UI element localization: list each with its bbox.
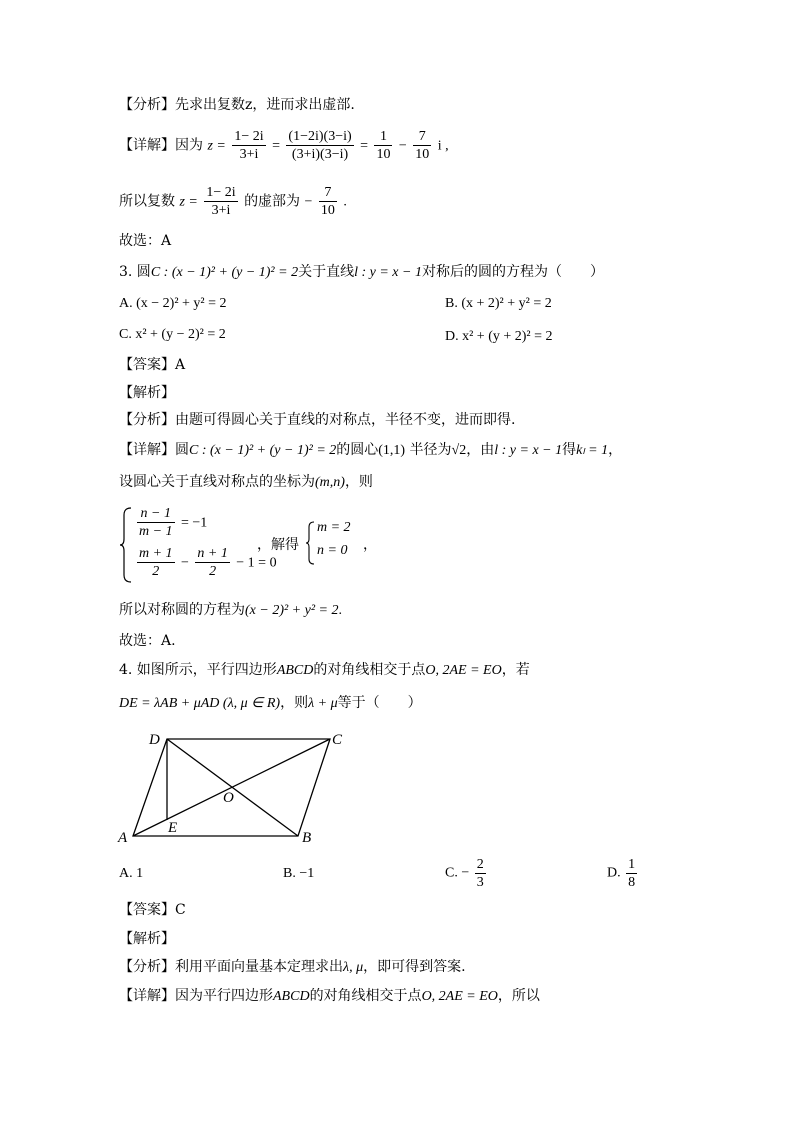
q4-option-b: B. −1 (283, 866, 315, 881)
q3-option-c: C. x² + (y − 2)² = 2 (119, 327, 226, 342)
solution-end: ， (363, 537, 377, 553)
q4-stem-line2: DE = λAB + μAD (λ, μ ∈ R)，则λ + μ等于（ ） (119, 695, 422, 711)
q4-detail: 【详解】因为平行四边形ABCD的对角线相交于点O, 2AE = EO，所以 (119, 988, 540, 1004)
label-a: A (118, 830, 128, 846)
solution-m: m = 2 (317, 520, 351, 535)
q3-option-b: B. (x + 2)² + y² = 2 (445, 296, 552, 311)
parallelogram-figure (112, 726, 352, 846)
label-c: C (332, 732, 343, 748)
q4-stem-line1: 4. 如图所示，平行四边形ABCD的对角线相交于点O, 2AE = EO，若 (119, 662, 530, 678)
q2-choice: 故选：A (119, 233, 172, 249)
q4-answer: 【答案】C (119, 902, 186, 918)
q3-detail: 【详解】圆C : (x − 1)² + (y − 1)² = 2的圆心(1,1) 半径为√2，由l : y = x − 1得kₗ = 1， (119, 442, 623, 458)
label-e: E (168, 820, 178, 836)
label-o: O (223, 790, 234, 806)
q3-setup: 设圆心关于直线对称点的坐标为(m,n)，则 (119, 474, 373, 490)
q4-parse: 【解析】 (119, 931, 175, 947)
left-brace-small-icon (305, 521, 315, 565)
solve-label: ，解得 (257, 537, 299, 553)
system-eq1: $\frac{n - 1}{m - 1}$ = −1 (139, 506, 208, 539)
q3-result: 所以对称圆的方程为(x − 2)² + y² = 2. (119, 602, 342, 618)
solution-n: n = 0 (317, 543, 348, 558)
label-d: D (149, 732, 160, 748)
q3-option-d: D. x² + (y + 2)² = 2 (445, 329, 553, 344)
system-eq2: $\frac{m + 1}{2}$ − $\frac{n + 1}{2}$ − 1 = 0 (139, 546, 277, 579)
q4-analysis: 【分析】利用平面向量基本定理求出λ, μ，即可得到答案. (119, 959, 466, 975)
q4-option-a: A. 1 (119, 866, 144, 881)
diagonal-bd (167, 739, 298, 836)
q4-option-c: C. − $\frac{2}{3}$ (445, 857, 484, 890)
q3-equation-system (119, 505, 459, 585)
left-brace-icon (119, 507, 133, 583)
q2-conclusion: 所以复数 z = $\frac{1- 2i}{3+i}$ 的虚部为 − $\frac{7}{10}$ . (119, 185, 347, 218)
q3-analysis: 【分析】由题可得圆心关于直线的对称点，半径不变，进而即得. (119, 412, 516, 428)
q3-stem: 3. 圆C : (x − 1)² + (y − 1)² = 2关于直线l : y = x − 1对称后的圆的方程为（ ） (119, 264, 604, 280)
q4-option-d: D. $\frac{1}{8}$ (607, 857, 636, 890)
q2-analysis: 【分析】先求出复数z，进而求出虚部. (119, 97, 355, 113)
q3-choice: 故选：A. (119, 633, 176, 649)
q3-parse: 【解析】 (119, 385, 175, 401)
q3-answer: 【答案】A (119, 357, 186, 373)
q3-option-a: A. (x − 2)² + y² = 2 (119, 296, 227, 311)
q2-detail: 【详解】因为 z = $\frac{1- 2i}{3+i}$ = $\frac{(1-2i)(3-i)}{(3+i)(3-i)}$ = $\frac{1}{10}$ − $\frac{7}{10}$ i , (119, 129, 449, 162)
label-b: B (302, 830, 312, 846)
